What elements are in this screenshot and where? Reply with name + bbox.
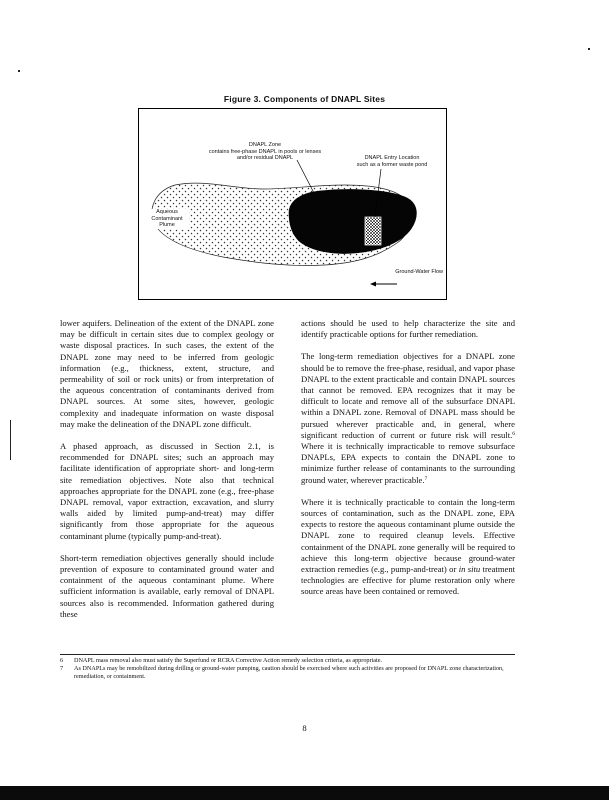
flow-arrowhead (370, 282, 376, 287)
entry-location-label-title: DNAPL Entry Location (364, 155, 420, 161)
scan-mark (10, 420, 11, 460)
figure-diagram (138, 108, 447, 300)
entry-location-label-desc: such as a former waste pond (356, 161, 428, 168)
scan-mark (18, 70, 20, 72)
footnote-6-number: 6 (60, 657, 64, 664)
dnapl-entry-location (365, 217, 381, 245)
figure-title: Figure 3. Components of DNAPL Sites (223, 94, 386, 104)
footnote-7-text: As DNAPLs may be remobilized during drilling or ground-water pumping, caution should be exercised where such activities are proposed for DNAPL zone characterization, remediation, or containment. (74, 665, 504, 680)
footnote-6 (60, 657, 530, 665)
right-paragraph-2 (301, 351, 515, 485)
left-paragraph-2: A phased approach, as discussed in Section 2.1, is recommended for DNAPL sites; such an approach may facilitate identification of appropriate short- and long-term site remediation objectives. Note also that technical approaches appropriate for the DNAPL zone (e.g., free-phase DNAPL removal, vapor extraction, excavation, and slurry walls aided by limited pump-and-treat) may differ significantly from those appropriate for the aqueous contaminant plume (typically pump-and-treat). (60, 441, 274, 541)
left-column (60, 318, 274, 631)
footnote-6-text: DNAPL mass removal also must satisfy the Superfund or RCRA Corrective Action remedy selection criteria, as appropriate. (74, 657, 383, 664)
right-column (301, 318, 515, 609)
right-paragraph-2-text-a: The long-term remediation objectives for a DNAPL zone should be to remove the free-phase, residual, and vapor phase DNAPL to the extent practicable and contain DNAPL sources that cannot be removed. EPA recognizes that it may be difficult to locate and remove all of the subsurface DNAPL within a DNAPL zone. Removal of DNAPL mass should be pursued wherever practicable and, in general, where significant reduction of current or future risk will result. (301, 351, 515, 440)
right-paragraph-3-text-a: Where it is technically practicable to contain the long-term sources of contamination, such as the DNAPL zone, EPA expects to restore the aqueous contaminant plume outside the DNAPL zone to required cleanup levels. Effective containment of the DNAPL zone generally will be required to achieve this long-term objective because ground-water extraction remedies (e.g., pump-and-treat) or (301, 496, 515, 575)
left-paragraph-3: Short-term remediation objectives generally should include prevention of exposure to contaminated ground water and containment of the aqueous contaminant plume. Where sufficient information is available, early removal of DNAPL sources also is recommended. Information gathered during these (60, 552, 274, 619)
right-paragraph-3-text-b: treatment technologies are effective for plume restoration only where source areas have been contained or removed. (301, 564, 515, 597)
footnote-ref-6[interactable]: 6 (512, 430, 515, 437)
scan-mark (588, 48, 590, 50)
dnapl-zone-label (205, 142, 325, 162)
left-paragraph-1: lower aquifers. Delineation of the extent of the DNAPL zone may be difficult in certain sites due to complex geology or waste disposal practices. In such cases, the extent of the DNAPL zone may need to be inferred from geologic information (e.g., thickness, extent, structure, and permeability of soil or rock units) or from interpretation of the aqueous concentration of contaminants derived from DNAPL sources. At some sites, however, geologic complexity and inadequate information on waste disposal may make the delineation of the DNAPL zone difficult. (60, 318, 274, 429)
right-paragraph-1: actions should be used to help characterize the site and identify practicable options for further remediation. (301, 318, 515, 340)
footnote-7-number: 7 (60, 665, 64, 672)
footnote-ref-7[interactable]: 7 (424, 475, 428, 482)
entry-location-label (347, 155, 437, 168)
footnotes (60, 657, 530, 681)
page-number: 8 (302, 723, 307, 733)
footnote-divider (60, 654, 515, 655)
footnote-7 (60, 665, 530, 681)
right-paragraph-2-text-b: Where it is technically impracticable to remove subsurface DNAPLs, EPA expects to contain the DNAPL zone to minimize further release of contaminants to the surrounding ground water, wherever practicable. (301, 441, 515, 485)
plume-label: Aqueous Contaminant Plume (145, 209, 189, 229)
scan-bottom-edge (0, 786, 609, 800)
dnapl-zone-label-title: DNAPL Zone (248, 142, 282, 148)
right-paragraph-3 (301, 497, 515, 598)
dnapl-zone-shape (289, 189, 416, 253)
dnapl-zone-label-desc: contains free-phase DNAPL in pools or lenses and/or residual DNAPL (208, 148, 322, 161)
flow-label: Ground-Water Flow (395, 269, 443, 275)
right-paragraph-3-italic: in situ (458, 564, 481, 575)
